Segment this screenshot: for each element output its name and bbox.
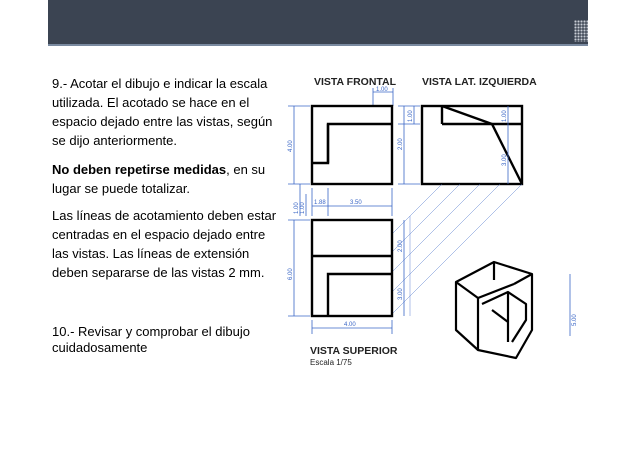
dim-label-9: 6.00 bbox=[288, 268, 294, 280]
dim-label-14: 3.00 bbox=[502, 154, 508, 166]
dim-label-3: 1.00 bbox=[408, 110, 414, 122]
isometric-view bbox=[456, 262, 532, 358]
instruction-no-repeat bbox=[52, 160, 284, 198]
no-repeat-rest: , en su lugar se puede totalizar. bbox=[52, 162, 266, 196]
title-bar bbox=[48, 0, 588, 44]
dim-label-11: 3.00 bbox=[398, 288, 404, 300]
front-view bbox=[312, 106, 392, 184]
dim-label-10: 2.00 bbox=[398, 240, 404, 252]
dim-label-15: 5.00 bbox=[572, 314, 578, 326]
dim-label-5: 1.88 bbox=[314, 200, 326, 206]
label-top-view: VISTA SUPERIOR bbox=[310, 345, 398, 357]
dim-label-7: 1.00 bbox=[294, 202, 300, 214]
top-view bbox=[312, 220, 392, 316]
dim-label-4: 4.00 bbox=[288, 140, 294, 152]
dim-label-8: 1.00 bbox=[300, 202, 306, 214]
instruction-9: 9.- Acotar el dibujo e indicar la escala utilizada. El acotado se hace en el espacio dejado entre las vistas, según se dijo anteriormente. bbox=[52, 76, 273, 148]
dim-label-6: 3.50 bbox=[350, 200, 362, 206]
corner-dot-pattern bbox=[574, 20, 588, 42]
technical-drawing bbox=[270, 66, 600, 376]
no-repeat-bold: No deben repetirse medidas bbox=[52, 162, 227, 177]
instruction-10: 10.- Revisar y comprobar el dibujo cuidadosamente bbox=[52, 324, 250, 355]
dim-label-12: 4.00 bbox=[344, 322, 356, 328]
title-bar-accent bbox=[48, 44, 588, 46]
instruction-dimension-lines: Las líneas de acotamiento deben estar centradas en el espacio dejado entre las vistas. Las líneas de extensión deben separarse de las vistas 2 mm. bbox=[52, 208, 277, 280]
label-side-view: VISTA LAT. IZQUIERDA bbox=[422, 76, 537, 88]
dim-label-2: 2.00 bbox=[398, 138, 404, 150]
label-front-view: VISTA FRONTAL bbox=[314, 76, 397, 88]
dim-label-1: 1.00 bbox=[376, 87, 388, 93]
dim-label-13: 1.00 bbox=[502, 110, 508, 122]
scale-label: Escala 1/75 bbox=[310, 358, 352, 367]
